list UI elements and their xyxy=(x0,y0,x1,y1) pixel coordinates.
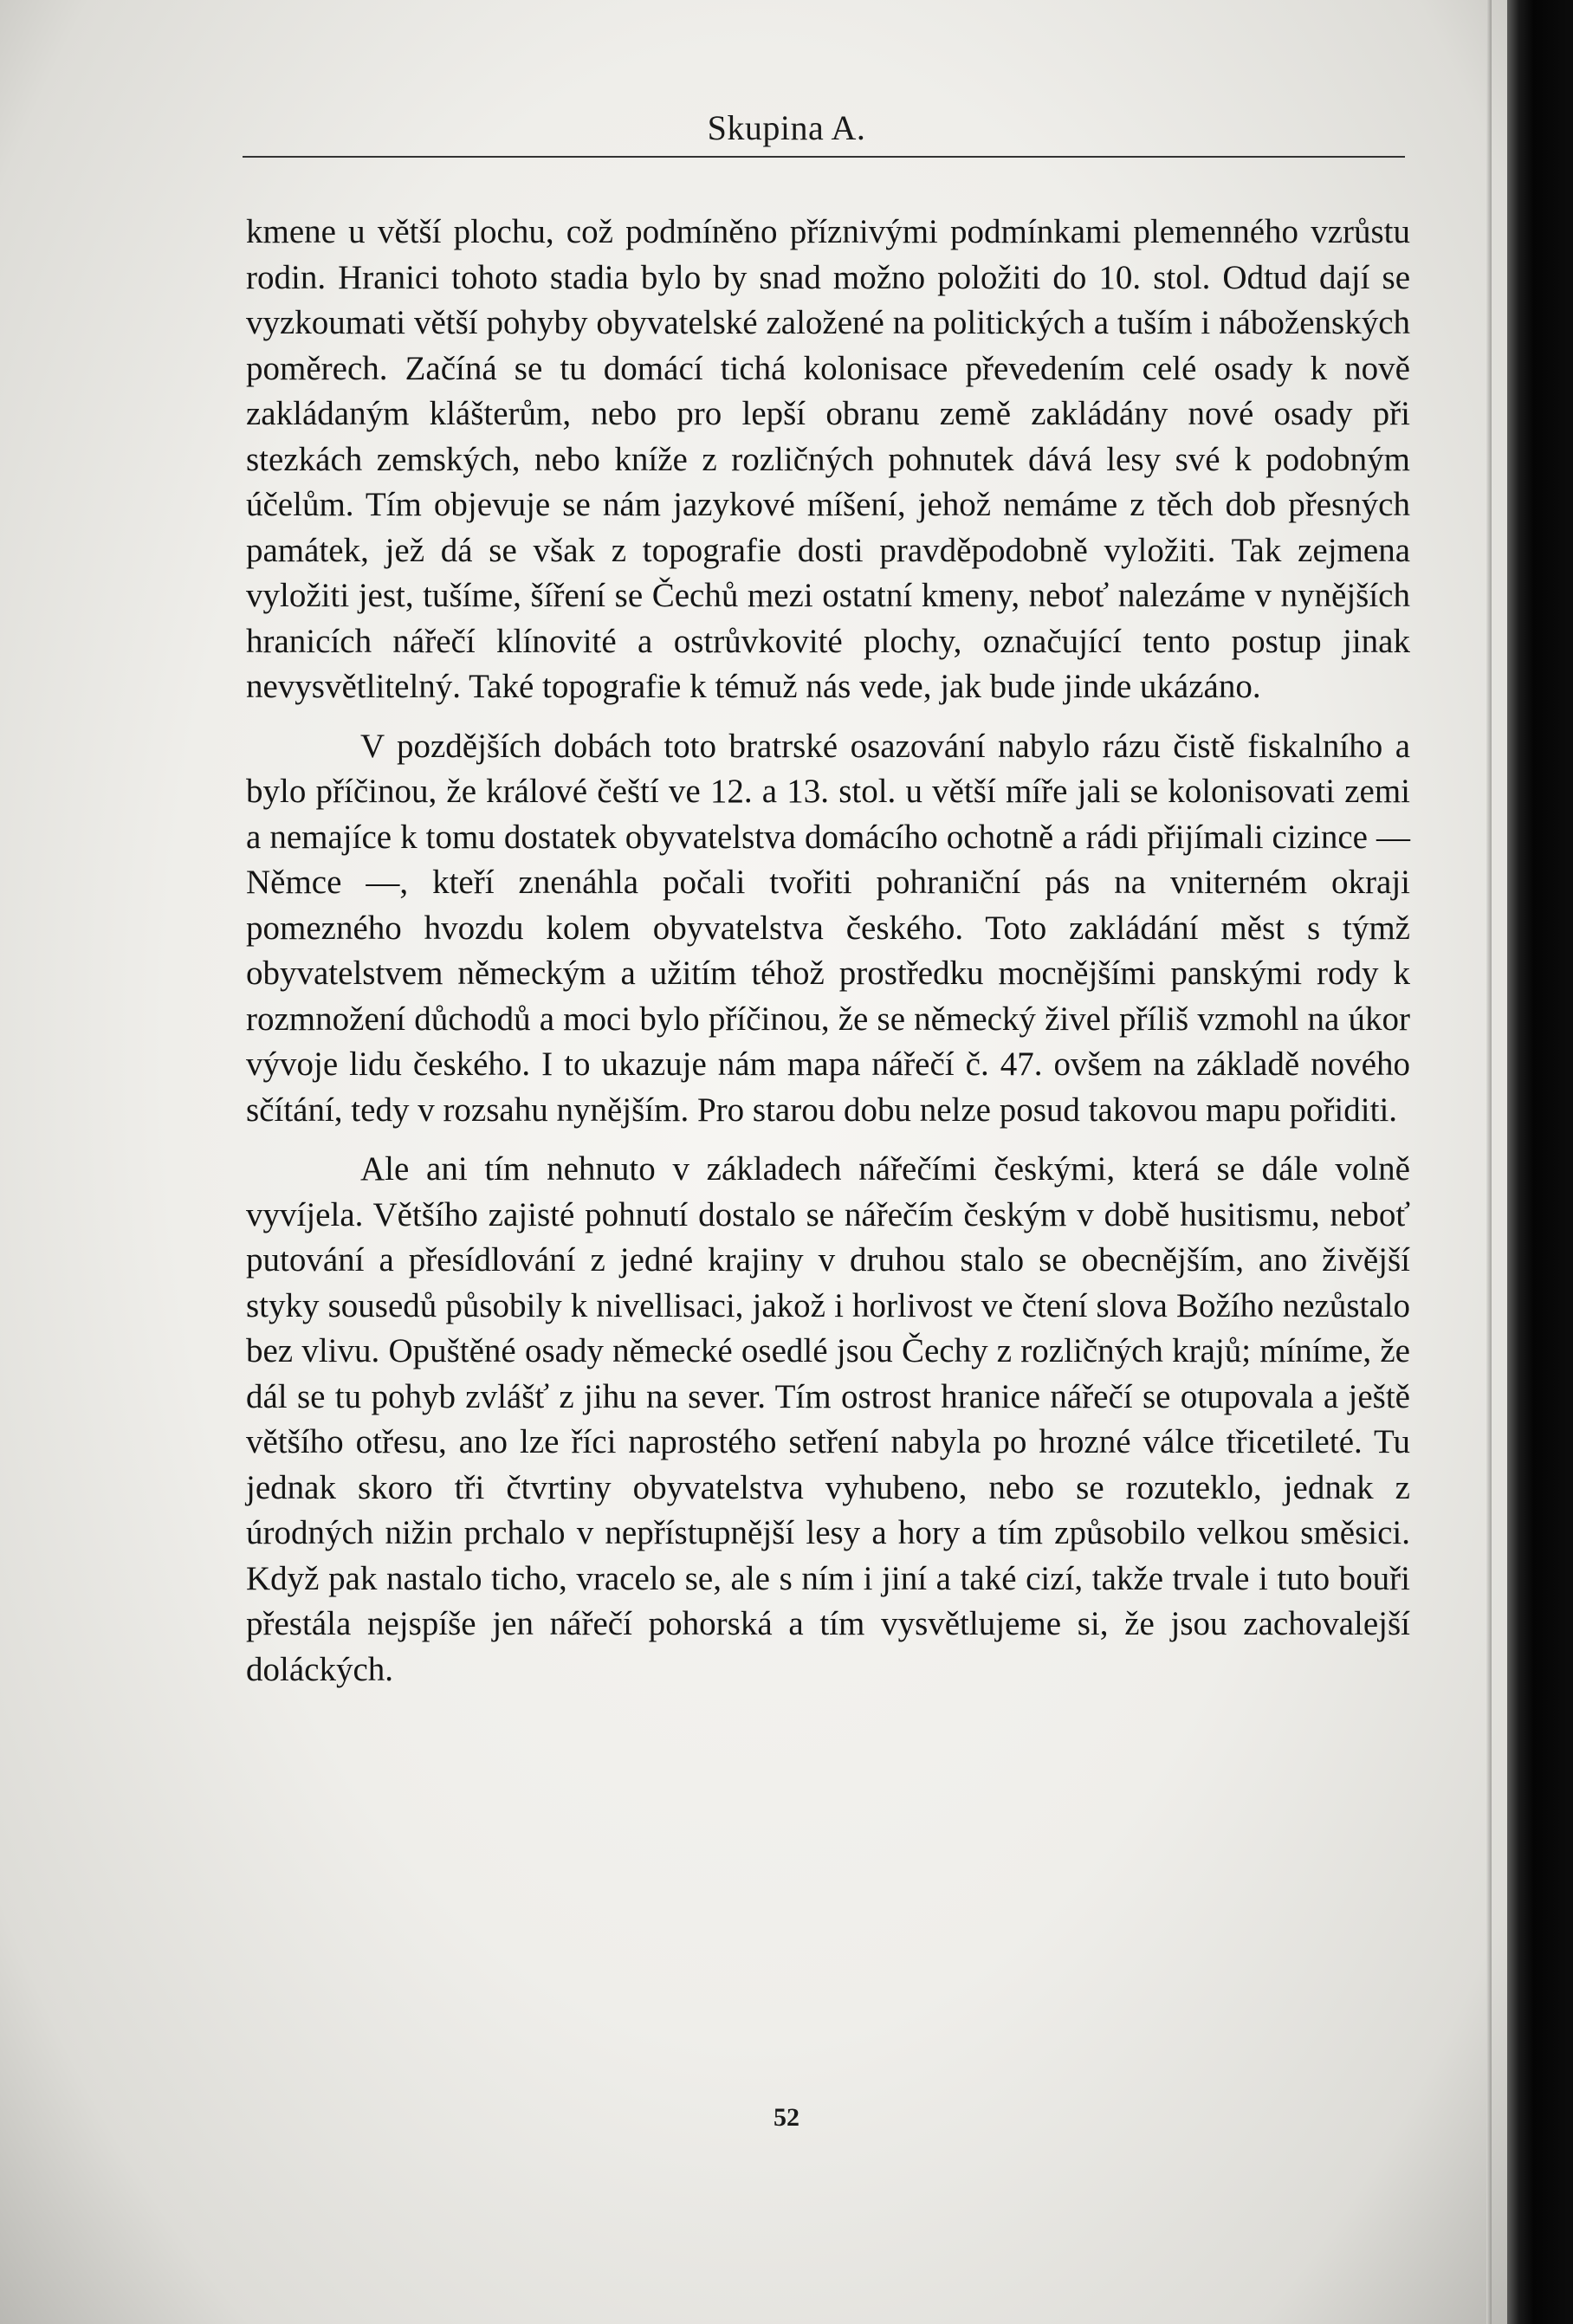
paragraph-3: Ale ani tím nehnuto v základech nářečími českými, která se dále volně vyvíjela. Většího zajisté pohnutí dostalo se nářečím českým v době husitismu, neboť putování a přesídlování z jedné krajiny v druhou stalo se obecnějším, ano živější styky sousedů působily k nivellisaci, jakož i horlivost ve čtení slova Božího nezůstalo bez vlivu. Opuštěné osady německé osedlé jsou Čechy z rozličných krajů; míníme, že dál se tu pohyb zvlášť z jihu na sever. Tím ostrost hranice nářečí se otupovala a ještě většího otřesu, ano lze říci naprostého setření nabyla po hrozné válce třicetileté. Tu jednak skoro tři čtvrtiny obyvatelstva vyhubeno, nebo se rozuteklo, jednak z úrodných nižin prchalo v nepřístupnější lesy a hory a tím způsobilo velkou směsici. Když pak nastalo ticho, vracelo se, ale s ním i jiní a také cizí, takže trvale i tuto bouři přestála nejspíše jen nářečí pohorská a tím vysvětlujeme si, že jsou zachovalejší doláckých. xyxy=(246,1150,1410,1688)
scan-dark-margin xyxy=(1507,0,1573,2324)
header-rule xyxy=(243,156,1405,158)
running-title: Skupina A. xyxy=(707,108,866,147)
paragraph-2: V pozdějších dobách toto bratrské osazování nabylo rázu čistě fiskalního a bylo příčinou, že králové čeští ve 12. a 13. stol. u větší míře jali se kolonisovati zemi a nemajíce k tomu dostatek obyvatelstva domácího ochotně a rádi přijímali cizince — Němce —, kteří znenáhla počali tvořiti pohraniční pás na vniterném okraji pomezného hvozdu kolem obyvatelstva českého. Toto zakládání měst s týmž obyvatelstvem německým a užitím téhož prostředku mocnějšími panskými rody k rozmnožení důchodů a moci bylo příčinou, že se německý živel příliš vzmohl na úkor vývoje lidu českého. I to ukazuje nám mapa nářečí č. 47. ovšem na základě nového sčítání, tedy v rozsahu nynějším. Pro starou dobu nelze posud takovou mapu pořiditi. xyxy=(246,727,1410,1129)
page-edge-shadow xyxy=(1486,0,1492,2324)
paragraph-1: kmene u větší plochu, což podmíněno příznivými podmínkami plemenného vzrůstu rodin. Hranici tohoto stadia bylo by snad možno položiti do 10. stol. Odtud dají se vyzkoumati větší pohyby obyvatelské založené na politických a tuším i náboženských poměrech. Začíná se tu domácí tichá kolonisace převedením celé osady k nově zakládaným klášterům, nebo pro lepší obranu země zakládány nové osady při stezkách zemských, nebo kníže z rozličných pohnutek dává lesy své k podobným účelům. Tím objevuje se nám jazykové míšení, jehož nemáme z těch dob přesných památek, jež dá se však z topografie dosti pravděpodobně vyložiti. Tak zejmena vyložiti jest, tušíme, šíření se Čechů mezi ostatní kmeny, neboť nalezáme v nynějších hranicích nářečí klínovité a ostrůvkovité plochy, označující tento postup jinak nevysvětlitelný. Také topografie k témuž nás vede, jak bude jinde ukázáno. xyxy=(246,213,1410,705)
page-number: 52 xyxy=(774,2103,799,2132)
body-text xyxy=(246,210,1410,1693)
